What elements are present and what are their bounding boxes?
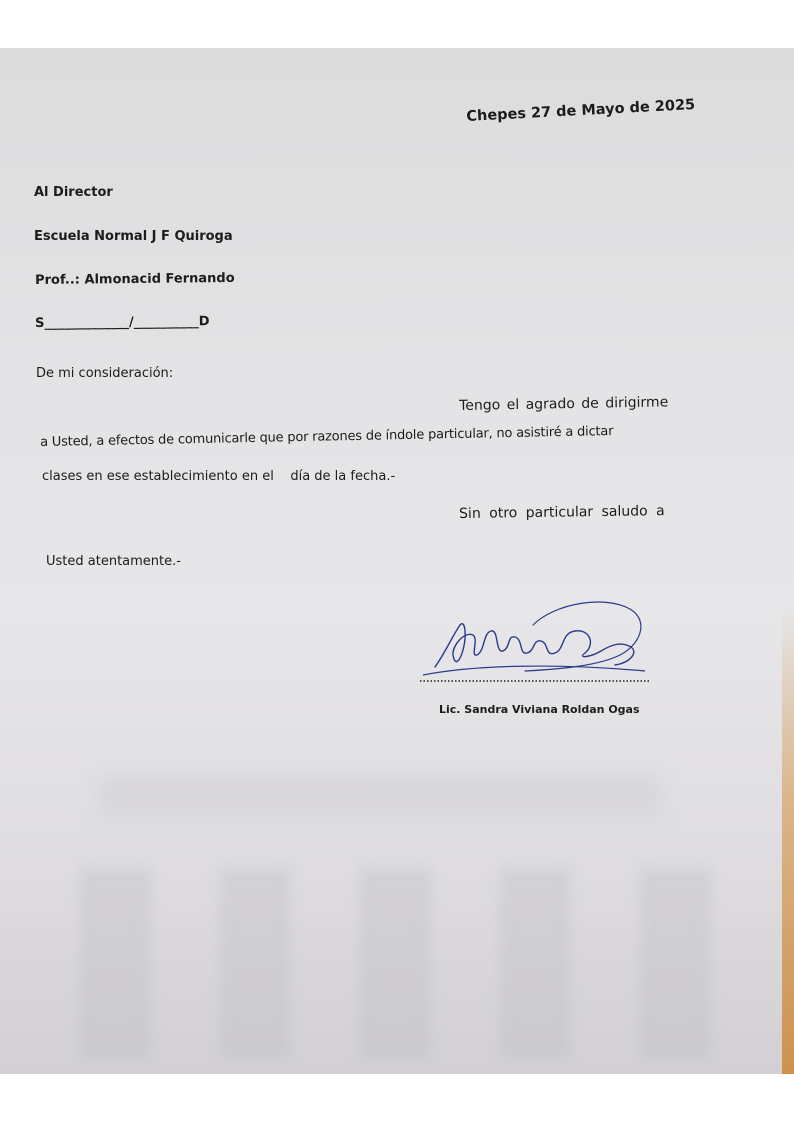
closing-line-1: Sin otro particular saludo a [459, 503, 665, 522]
bleed-through-text [40, 868, 740, 1058]
signature-name: Lic. Sandra Viviana Roldan Ogas [439, 703, 640, 716]
recipient-line: Al Director [34, 185, 113, 200]
body-line-3: clases en ese establecimiento en el día de la fecha.- [42, 469, 396, 484]
body-line-1: Tengo el agrado de dirigirme [459, 394, 669, 414]
surface-edge [782, 608, 794, 1074]
date-line: Chepes 27 de Mayo de 2025 [466, 97, 696, 125]
signature-block [415, 595, 660, 695]
salutation: De mi consideración: [36, 366, 174, 381]
professor-line: Prof..: Almonacid Fernando [35, 270, 235, 288]
body-line-2: a Usted, a efectos de comunicarle que por razones de índole particular, no asistiré a dictar [40, 423, 614, 450]
sd-line: S_____________/__________D [35, 314, 210, 331]
handwritten-signature [415, 595, 660, 695]
school-line: Escuela Normal J F Quiroga [34, 229, 233, 244]
closing-line-2: Usted atentamente.- [46, 554, 181, 569]
bleed-through-band [100, 776, 660, 816]
